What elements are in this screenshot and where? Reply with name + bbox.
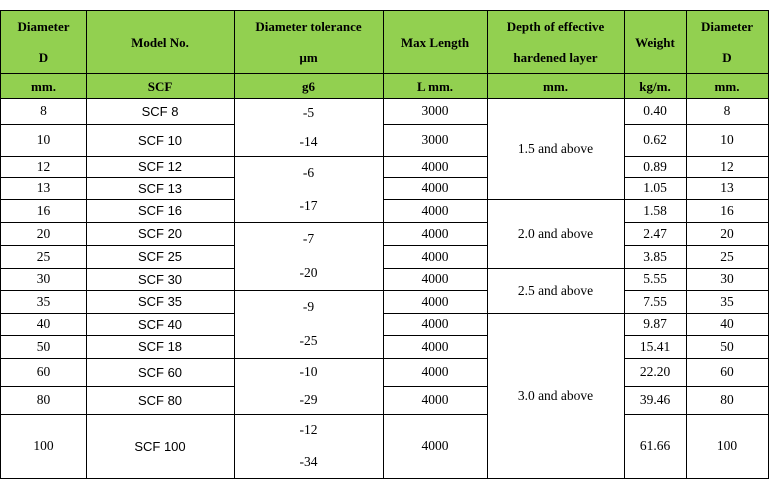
grid-line <box>624 290 769 291</box>
diameter-right-cell <box>686 177 768 199</box>
diameter-right-cell-text: 16 <box>720 202 734 218</box>
max-length-cell-text: 4000 <box>421 338 449 354</box>
diameter-left-cell <box>1 313 86 335</box>
diameter-right-cell <box>686 313 768 335</box>
diameter-right-cell-text: 25 <box>720 248 734 264</box>
diameter-right-cell <box>686 156 768 177</box>
model-cell-text: SCF 35 <box>137 294 183 309</box>
grid-line <box>383 268 488 269</box>
diameter-left-cell <box>1 414 86 478</box>
grid-line <box>383 386 488 387</box>
grid-line <box>0 478 769 479</box>
diameter-right-cell <box>686 245 768 268</box>
weight-cell-text: 9.87 <box>643 316 667 331</box>
max-length-cell-text: 4000 <box>421 392 449 407</box>
header-depth-line1: Depth of effective <box>506 19 605 34</box>
model-cell-text: SCF 60 <box>137 364 183 380</box>
tolerance-upper-cell-text: -10 <box>299 364 318 379</box>
header-diameter-left <box>1 11 86 73</box>
weight-cell <box>624 98 686 124</box>
model-cell <box>86 268 234 290</box>
diameter-left-cell <box>1 177 86 199</box>
grid-line <box>383 177 488 178</box>
depth-cell <box>487 268 624 313</box>
grid-line <box>624 268 769 269</box>
weight-cell <box>624 177 686 199</box>
model-cell-text: SCF 100 <box>134 438 186 454</box>
grid-line <box>0 358 235 359</box>
grid-line <box>624 222 769 223</box>
tolerance-cell <box>234 414 383 478</box>
max-length-cell <box>383 335 487 358</box>
header-tolerance <box>234 11 383 73</box>
weight-cell <box>624 124 686 156</box>
max-length-cell-text: 4000 <box>421 271 449 286</box>
model-cell-text: SCF 18 <box>137 339 183 354</box>
max-length-cell-text: 4000 <box>421 180 449 195</box>
diameter-left-cell-text: 8 <box>40 103 47 118</box>
diameter-right-cell-text: 60 <box>720 364 734 379</box>
diameter-right-cell <box>686 414 768 478</box>
diameter-left-cell-text: 12 <box>36 158 51 174</box>
header-depth <box>487 11 624 73</box>
grid-line <box>0 414 235 415</box>
diameter-left-cell <box>1 268 86 290</box>
tolerance-upper-cell-text: -6 <box>302 164 315 180</box>
model-cell <box>86 386 234 414</box>
grid-line <box>383 414 488 415</box>
grid-line <box>0 124 235 125</box>
model-cell-text: SCF 8 <box>141 103 179 119</box>
diameter-left-cell <box>1 156 86 177</box>
model-cell-text: SCF 12 <box>137 159 183 174</box>
header-tolerance-line1: Diameter tolerance <box>255 19 362 34</box>
header-max-length-label: Max Length <box>400 34 470 50</box>
tolerance-lower-cell <box>234 256 383 290</box>
diameter-right-cell-text: 13 <box>720 180 734 195</box>
diameter-right-cell <box>686 124 768 156</box>
diameter-left-cell-text: 40 <box>36 316 51 331</box>
max-length-cell <box>383 268 487 290</box>
diameter-left-cell <box>1 335 86 358</box>
grid-line <box>234 358 384 359</box>
diameter-left-cell-text: 13 <box>36 180 51 195</box>
grid-line <box>624 177 769 178</box>
tolerance-lower-value: -34 <box>299 454 318 469</box>
diameter-right-cell-text: 12 <box>720 158 734 174</box>
grid-line <box>487 268 625 269</box>
max-length-cell <box>383 313 487 335</box>
weight-cell-text: 0.62 <box>643 132 667 147</box>
header-weight-label: Weight <box>635 34 675 50</box>
grid-line <box>624 335 769 336</box>
model-cell <box>86 156 234 177</box>
grid-line <box>0 268 235 269</box>
grid-line <box>383 245 488 246</box>
unit-max-length-text: L mm. <box>416 78 454 94</box>
diameter-left-cell <box>1 98 86 124</box>
model-cell <box>86 358 234 386</box>
model-cell-text: SCF 10 <box>137 132 183 148</box>
tolerance-lower-cell-text: -25 <box>299 333 318 348</box>
weight-cell <box>624 268 686 290</box>
weight-cell-text: 1.58 <box>643 202 667 218</box>
grid-line <box>0 10 769 11</box>
tolerance-lower-cell-text: -20 <box>299 265 318 280</box>
unit-diameter-right <box>686 74 768 98</box>
diameter-left-cell <box>1 199 86 222</box>
header-weight <box>624 11 686 73</box>
tolerance-upper-cell <box>234 222 383 256</box>
diameter-right-cell <box>686 268 768 290</box>
unit-diameter-left <box>1 74 86 98</box>
unit-tolerance-text: g6 <box>302 78 315 94</box>
grid-line <box>624 386 769 387</box>
diameter-right-cell-text: 8 <box>723 103 731 118</box>
header-diameter-left-line1: Diameter <box>17 19 70 34</box>
diameter-left-cell-text: 35 <box>36 293 51 309</box>
weight-cell <box>624 313 686 335</box>
model-cell-text: SCF 25 <box>137 249 183 264</box>
header-model-label: Model No. <box>131 34 189 50</box>
diameter-right-cell <box>686 222 768 245</box>
diameter-left-cell <box>1 124 86 156</box>
grid-line <box>0 335 235 336</box>
model-cell <box>86 98 234 124</box>
diameter-left-cell <box>1 386 86 414</box>
max-length-cell-text: 4000 <box>421 364 449 379</box>
model-cell <box>86 414 234 478</box>
depth-cell-text: 1.5 and above <box>517 140 594 156</box>
header-diameter-right-line1: Diameter <box>701 19 753 34</box>
weight-cell-text: 2.47 <box>643 225 667 241</box>
grid-line <box>0 386 235 387</box>
max-length-cell-text: 4000 <box>421 248 449 264</box>
max-length-cell-text: 4000 <box>421 438 449 453</box>
tolerance-upper-cell <box>234 98 383 127</box>
max-length-cell <box>383 98 487 124</box>
grid-line <box>487 313 625 314</box>
diameter-left-cell-text: 80 <box>36 392 51 407</box>
weight-cell <box>624 386 686 414</box>
weight-cell-text: 1.05 <box>643 180 667 195</box>
diameter-left-cell-text: 16 <box>36 202 51 218</box>
max-length-cell <box>383 290 487 313</box>
diameter-left-cell-text: 20 <box>36 225 51 241</box>
max-length-cell <box>383 199 487 222</box>
unit-weight <box>624 74 686 98</box>
grid-line <box>383 124 488 125</box>
model-cell <box>86 245 234 268</box>
weight-cell-text: 0.89 <box>643 158 667 174</box>
diameter-left-cell <box>1 358 86 386</box>
grid-line <box>0 177 235 178</box>
header-tolerance-line2: µm <box>299 50 318 65</box>
header-max-length <box>383 11 487 73</box>
grid-line <box>624 199 769 200</box>
diameter-left-cell <box>1 290 86 313</box>
weight-cell-text: 7.55 <box>643 293 667 309</box>
tolerance-lower-cell-text: -14 <box>299 133 318 149</box>
max-length-cell-text: 4000 <box>421 293 449 309</box>
diameter-left-cell-text: 100 <box>33 438 54 453</box>
unit-depth <box>487 74 624 98</box>
model-cell <box>86 313 234 335</box>
weight-cell <box>624 245 686 268</box>
grid-line <box>234 156 384 157</box>
max-length-cell-text: 4000 <box>421 158 449 174</box>
weight-cell <box>624 199 686 222</box>
grid-line <box>624 245 769 246</box>
diameter-right-cell-text: 20 <box>720 225 734 241</box>
weight-cell-text: 0.40 <box>643 103 667 118</box>
grid-line <box>624 358 769 359</box>
grid-line <box>383 156 488 157</box>
model-cell <box>86 199 234 222</box>
diameter-left-cell <box>1 222 86 245</box>
header-diameter-right-line2: D <box>722 50 732 65</box>
model-cell <box>86 177 234 199</box>
weight-cell <box>624 156 686 177</box>
weight-cell <box>624 222 686 245</box>
max-length-cell-text: 4000 <box>421 225 449 241</box>
max-length-cell-text: 4000 <box>421 202 449 218</box>
grid-line <box>0 245 235 246</box>
grid-line <box>234 222 384 223</box>
weight-cell <box>624 290 686 313</box>
grid-line <box>0 222 235 223</box>
diameter-right-cell <box>686 386 768 414</box>
weight-cell <box>624 335 686 358</box>
tolerance-lower-cell <box>234 324 383 358</box>
tolerance-lower-cell-text: -29 <box>299 392 318 407</box>
diameter-right-cell <box>686 199 768 222</box>
max-length-cell-text: 3000 <box>421 103 449 118</box>
weight-cell <box>624 358 686 386</box>
weight-cell-text: 61.66 <box>639 438 671 453</box>
max-length-cell <box>383 177 487 199</box>
diameter-right-cell <box>686 290 768 313</box>
grid-line <box>383 222 488 223</box>
depth-cell-text: 3.0 and above <box>517 387 594 403</box>
grid-line <box>0 290 235 291</box>
unit-diameter-right-text: mm. <box>714 78 740 94</box>
tolerance-lower-cell-text: -17 <box>299 197 318 213</box>
max-length-cell <box>383 245 487 268</box>
diameter-left-cell <box>1 245 86 268</box>
diameter-left-cell-text: 10 <box>36 132 51 147</box>
tolerance-upper-cell-text: -9 <box>302 299 315 314</box>
grid-line <box>0 98 769 99</box>
weight-cell-text: 15.41 <box>639 338 671 354</box>
header-diameter-left-line2: D <box>38 50 49 65</box>
diameter-right-cell-text: 100 <box>716 438 738 453</box>
depth-cell <box>487 199 624 268</box>
max-length-cell <box>383 124 487 156</box>
grid-line <box>487 199 625 200</box>
depth-cell <box>487 313 624 478</box>
header-model <box>86 11 234 73</box>
model-cell-text: SCF 30 <box>137 271 183 287</box>
model-cell <box>86 335 234 358</box>
diameter-left-cell-text: 50 <box>36 338 51 354</box>
max-length-cell-text: 3000 <box>421 132 449 147</box>
diameter-right-cell-text: 35 <box>720 293 734 309</box>
diameter-right-cell <box>686 98 768 124</box>
unit-depth-text: mm. <box>543 78 568 94</box>
depth-cell-text: 2.5 and above <box>517 282 594 298</box>
tolerance-upper-value: -12 <box>299 422 318 437</box>
weight-cell <box>624 414 686 478</box>
grid-line <box>0 156 235 157</box>
model-cell <box>86 290 234 313</box>
diameter-right-cell-text: 50 <box>720 338 734 354</box>
grid-line <box>0 199 235 200</box>
weight-cell-text: 5.55 <box>643 271 667 286</box>
max-length-cell-text: 4000 <box>421 316 449 331</box>
tolerance-upper-cell-text: -5 <box>302 104 315 120</box>
tolerance-upper-cell <box>234 358 383 386</box>
weight-cell-text: 22.20 <box>639 364 671 379</box>
diameter-left-cell-text: 60 <box>36 364 51 379</box>
grid-line <box>383 335 488 336</box>
depth-cell <box>487 98 624 199</box>
header-diameter-right <box>686 11 768 73</box>
depth-cell-text: 2.0 and above <box>517 225 594 241</box>
max-length-cell <box>383 358 487 386</box>
diameter-right-cell <box>686 358 768 386</box>
tolerance-lower-cell <box>234 386 383 414</box>
grid-line <box>624 313 769 314</box>
model-cell-text: SCF 13 <box>137 180 183 196</box>
grid-line <box>234 290 384 291</box>
grid-line <box>624 124 769 125</box>
diameter-right-cell <box>686 335 768 358</box>
unit-weight-text: kg/m. <box>639 78 671 94</box>
model-cell-text: SCF 16 <box>137 203 183 218</box>
max-length-cell <box>383 156 487 177</box>
diameter-right-cell-text: 40 <box>720 316 734 331</box>
weight-cell-text: 3.85 <box>643 248 667 264</box>
grid-line <box>234 414 384 415</box>
max-length-cell <box>383 414 487 478</box>
diameter-left-cell-text: 30 <box>36 271 51 286</box>
tolerance-upper-cell <box>234 156 383 189</box>
tolerance-upper-cell <box>234 290 383 324</box>
grid-line <box>383 358 488 359</box>
grid-line <box>0 73 769 74</box>
max-length-cell <box>383 386 487 414</box>
model-cell-text: SCF 40 <box>137 316 183 332</box>
tolerance-lower-cell <box>234 189 383 222</box>
model-cell <box>86 222 234 245</box>
diameter-right-cell-text: 30 <box>720 271 734 286</box>
unit-max-length <box>383 74 487 98</box>
grid-line <box>0 313 235 314</box>
grid-line <box>383 290 488 291</box>
header-depth-line2: hardened layer <box>513 50 598 65</box>
diameter-right-cell-text: 10 <box>720 132 734 147</box>
grid-line <box>383 313 488 314</box>
grid-line <box>383 199 488 200</box>
model-cell <box>86 124 234 156</box>
unit-diameter-left-text: mm. <box>31 78 56 94</box>
unit-model-text: SCF <box>147 78 173 94</box>
unit-tolerance <box>234 74 383 98</box>
model-cell-text: SCF 20 <box>137 226 183 241</box>
unit-model <box>86 74 234 98</box>
max-length-cell <box>383 222 487 245</box>
diameter-right-cell-text: 80 <box>720 392 734 407</box>
grid-line <box>624 156 769 157</box>
weight-cell-text: 39.46 <box>639 392 671 407</box>
diameter-left-cell-text: 25 <box>36 248 51 264</box>
model-cell-text: SCF 80 <box>137 392 183 408</box>
grid-line <box>624 414 769 415</box>
tolerance-upper-cell-text: -7 <box>302 231 315 246</box>
tolerance-lower-cell <box>234 127 383 156</box>
